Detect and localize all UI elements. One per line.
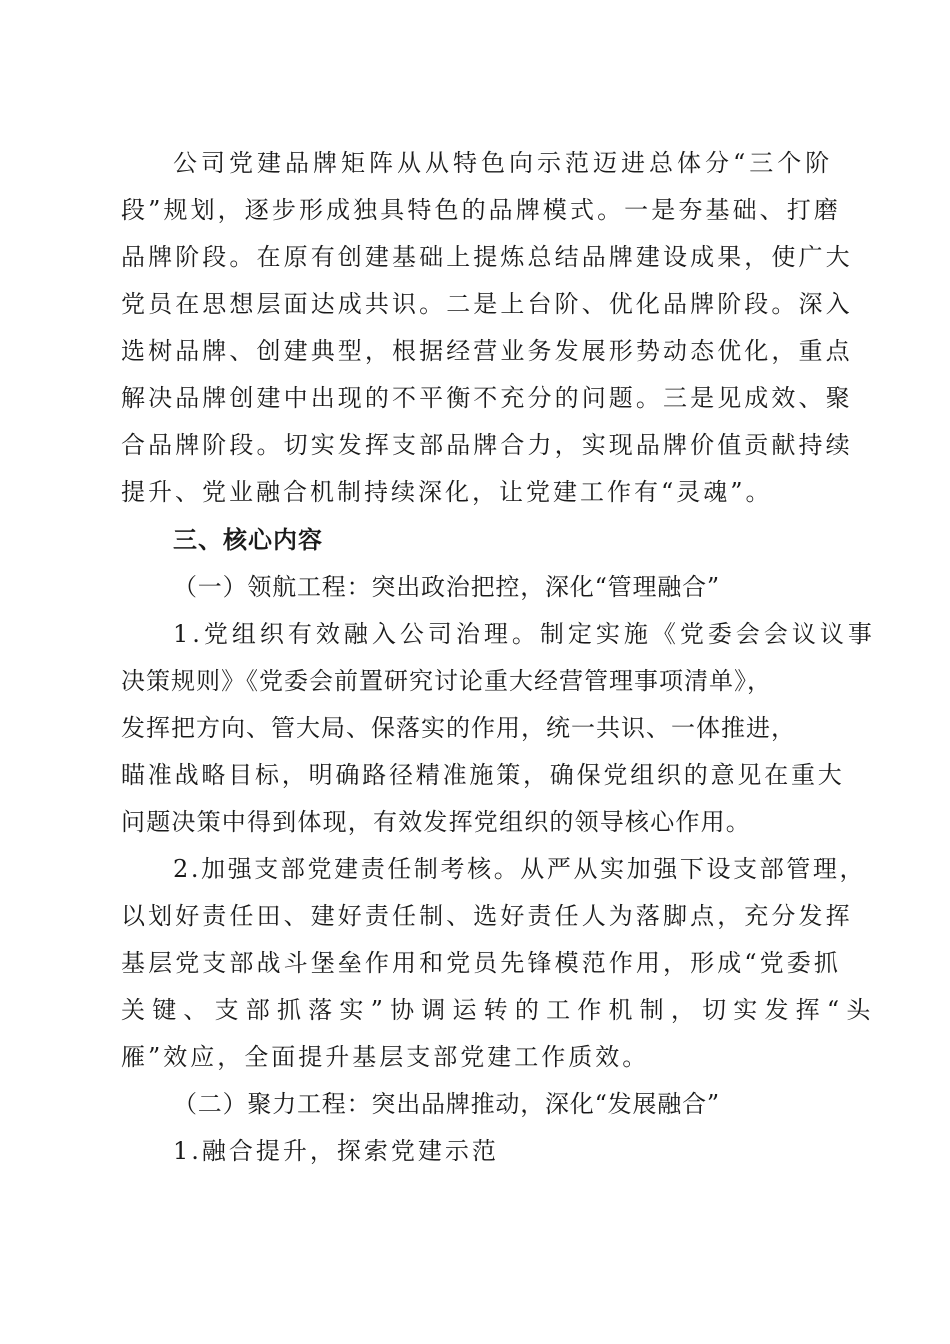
subheading-text: （一）领航工程：突出政治把控，深化“管理融合” [173,573,720,601]
paragraph-1-line-4 [0,284,950,324]
paragraph-1-line-1 [0,143,950,183]
section-heading-text: 三、核心内容 [173,526,323,554]
paragraph-1-line-3 [0,237,950,277]
text-line: 决策规则》《党委会前置研究讨论重大经营管理事项清单》， [121,667,772,695]
text-line: 合品牌阶段。切实发挥支部品牌合力，实现品牌价值贡献持续 [121,431,853,459]
paragraph-2-line-1 [0,614,950,654]
text-line: 段”规划，逐步形成独具特色的品牌模式。一是夯基础、打磨 [121,196,841,224]
paragraph-3-line-5 [0,1037,950,1077]
paragraph-4-line-1 [0,1131,950,1171]
text-line: 品牌阶段。在原有创建基础上提炼总结品牌建设成果，使广大 [121,243,853,271]
paragraph-3-line-2 [0,896,950,936]
text-line: 1.党组织有效融入公司治理。制定实施《党委会会议议事 [173,620,876,648]
text-line: 解决品牌创建中出现的不平衡不充分的问题。三是见成效、聚 [121,384,853,412]
paragraph-2-line-4 [0,755,950,795]
text-line: 2.加强支部党建责任制考核。从严从实加强下设支部管理， [173,855,867,883]
text-line: 雁”效应，全面提升基层支部党建工作质效。 [121,1043,650,1071]
text-line: 选树品牌、创建典型，根据经营业务发展形势动态优化，重点 [121,337,853,365]
paragraph-3-line-1 [0,849,950,889]
paragraph-1-line-7 [0,425,950,465]
text-line: 发挥把方向、管大局、保落实的作用，统一共识、一体推进， [121,714,796,742]
paragraph-1-line-5 [0,331,950,371]
paragraph-2-line-3 [0,708,950,748]
subheading-2 [0,1084,950,1124]
paragraph-2-line-5 [0,802,950,842]
paragraph-1-line-8 [0,472,950,512]
paragraph-1-line-6 [0,378,950,418]
text-line: 以划好责任田、建好责任制、选好责任人为落脚点，充分发挥 [121,902,853,930]
text-line: 提升、党业融合机制持续深化，让党建工作有“灵魂”。 [121,478,773,506]
paragraph-1-line-2 [0,190,950,230]
subheading-text: （二）聚力工程：突出品牌推动，深化“发展融合” [173,1090,720,1118]
text-line: 问题决策中得到体现，有效发挥党组织的领导核心作用。 [121,808,751,836]
text-line: 关键、支部抓落实”协调运转的工作机制，切实发挥“头 [121,996,878,1024]
subheading-1 [0,567,950,607]
section-heading [0,520,950,560]
text-line: 基层党支部战斗堡垒作用和党员先锋模范作用，形成“党委抓 [121,949,841,977]
text-line: 公司党建品牌矩阵从从特色向示范迈进总体分“三个阶 [173,149,834,177]
paragraph-3-line-3 [0,943,950,983]
paragraph-3-line-4 [0,990,950,1030]
text-line: 党员在思想层面达成共识。二是上台阶、优化品牌阶段。深入 [121,290,853,318]
text-line: 瞄准战略目标，明确路径精准施策，确保党组织的意见在重大 [121,761,845,789]
text-line: 1.融合提升，探索党建示范 [173,1137,499,1165]
paragraph-2-line-2 [0,661,950,701]
